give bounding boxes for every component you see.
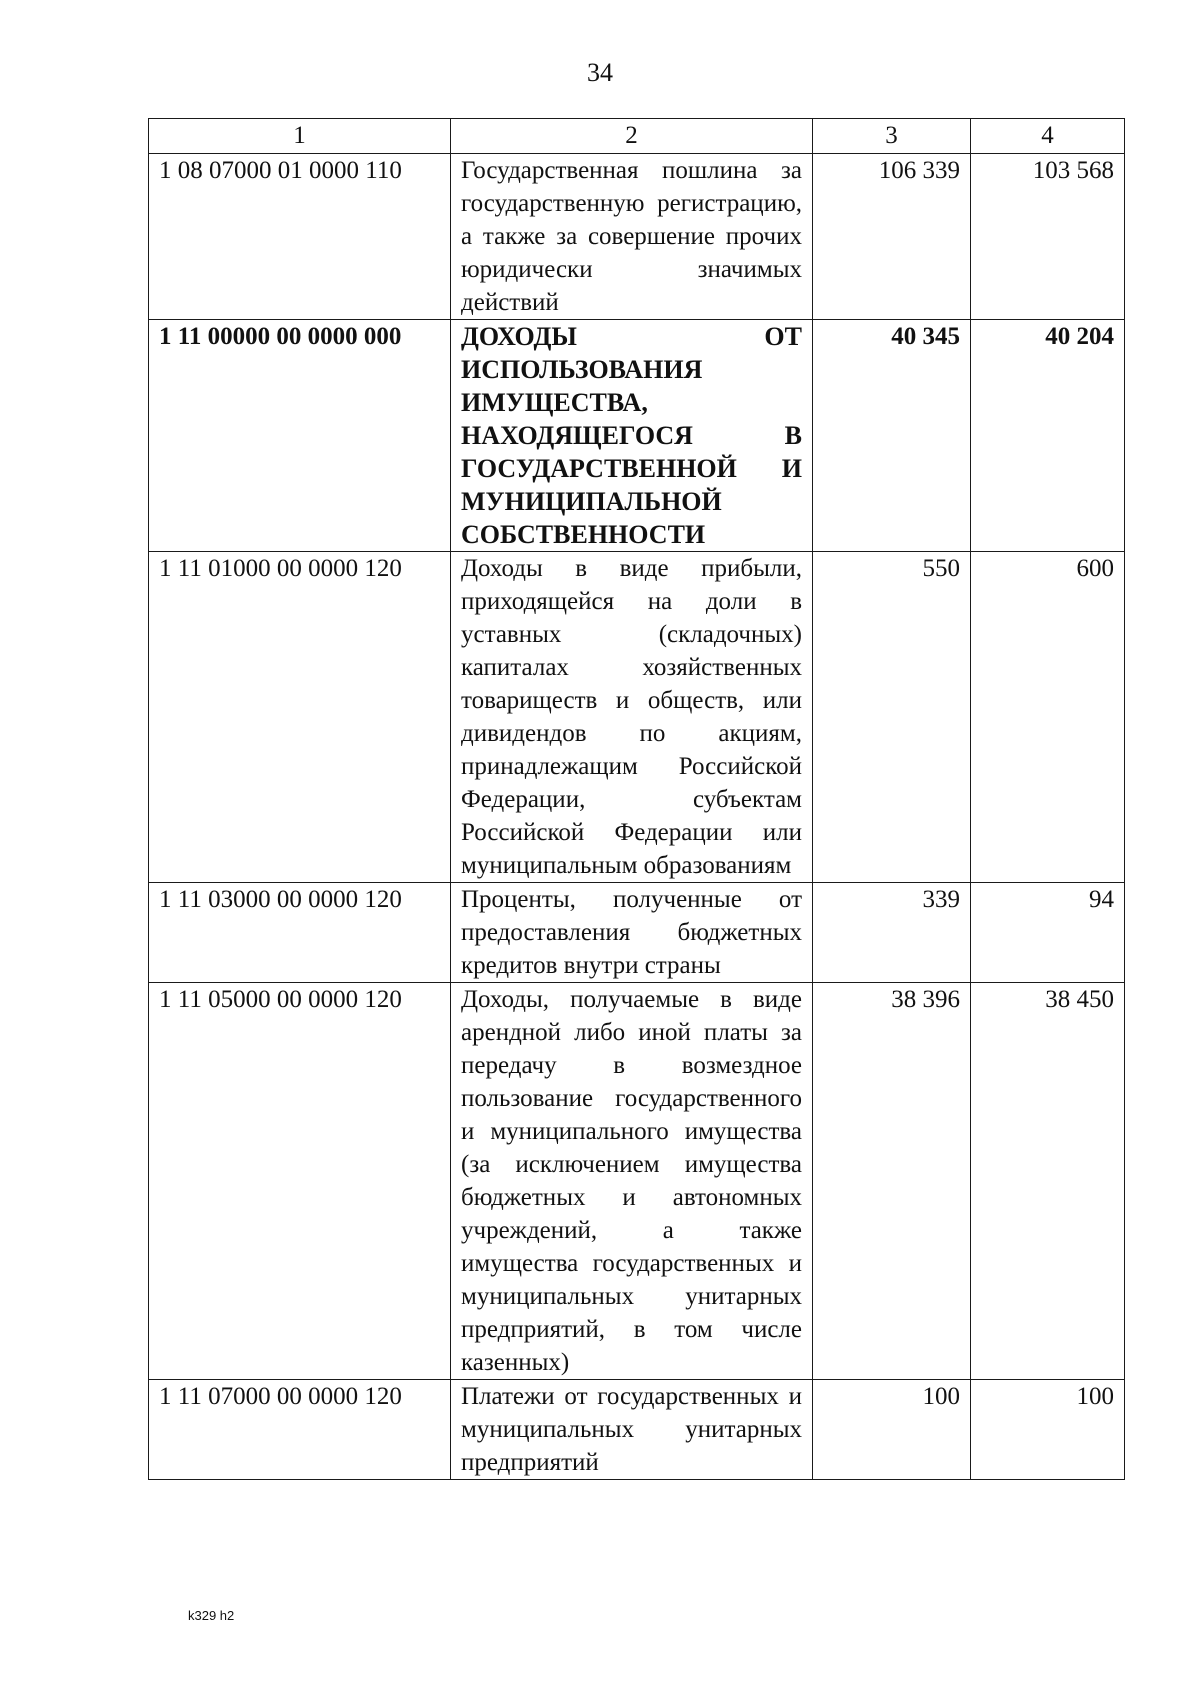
header-column-1: 1 bbox=[149, 119, 451, 154]
row-description: Доходы в виде прибыли, приходящейся на доли в уставных (складочных) капиталах хозяйственных товариществ и обществ, или дивидендов по акциям, принадлежащим Российской Федерации, субъектам Российской Федерации или муниципальным образованиям bbox=[451, 552, 813, 883]
footer-document-code: k329 h2 bbox=[188, 1608, 235, 1623]
row-description: ДОХОДЫ ОТ ИСПОЛЬЗОВАНИЯ ИМУЩЕСТВА, НАХОДЯЩЕГОСЯ В ГОСУДАРСТВЕННОЙ И МУНИЦИПАЛЬНОЙ СОБСТВЕННОСТИ bbox=[451, 320, 813, 552]
table-row bbox=[149, 154, 1125, 320]
page-number: 34 bbox=[587, 58, 613, 87]
row-value-3: 106 339 bbox=[813, 154, 971, 320]
row-value-3: 40 345 bbox=[813, 320, 971, 552]
header-column-3: 3 bbox=[813, 119, 971, 154]
table-row bbox=[149, 552, 1125, 883]
row-code: 1 11 01000 00 0000 120 bbox=[149, 552, 451, 883]
header-column-2: 2 bbox=[451, 119, 813, 154]
row-value-4: 94 bbox=[971, 883, 1125, 983]
table-header-row bbox=[149, 119, 1125, 154]
row-code: 1 11 05000 00 0000 120 bbox=[149, 983, 451, 1380]
row-description: Доходы, получаемые в виде арендной либо иной платы за передачу в возмездное пользование государственного и муниципального имущества (за исключением имущества бюджетных и автономных учреждений, а также имущества государственных и муниципальных унитарных предприятий, в том числе казенных) bbox=[451, 983, 813, 1380]
row-value-4: 40 204 bbox=[971, 320, 1125, 552]
row-value-4: 600 bbox=[971, 552, 1125, 883]
row-value-3: 100 bbox=[813, 1380, 971, 1480]
row-value-3: 339 bbox=[813, 883, 971, 983]
table-row bbox=[149, 983, 1125, 1380]
row-code: 1 11 07000 00 0000 120 bbox=[149, 1380, 451, 1480]
table-row bbox=[149, 1380, 1125, 1480]
row-value-4: 38 450 bbox=[971, 983, 1125, 1380]
row-value-3: 38 396 bbox=[813, 983, 971, 1380]
table-row bbox=[149, 320, 1125, 552]
table-row bbox=[149, 883, 1125, 983]
row-description: Государственная пошлина за государственную регистрацию, а также за совершение прочих юридически значимых действий bbox=[451, 154, 813, 320]
row-code: 1 11 03000 00 0000 120 bbox=[149, 883, 451, 983]
row-value-4: 100 bbox=[971, 1380, 1125, 1480]
revenue-table bbox=[148, 118, 1125, 1480]
row-description: Платежи от государственных и муниципальных унитарных предприятий bbox=[451, 1380, 813, 1480]
row-description: Проценты, полученные от предоставления бюджетных кредитов внутри страны bbox=[451, 883, 813, 983]
row-value-4: 103 568 bbox=[971, 154, 1125, 320]
row-code: 1 08 07000 01 0000 110 bbox=[149, 154, 451, 320]
header-column-4: 4 bbox=[971, 119, 1125, 154]
row-code: 1 11 00000 00 0000 000 bbox=[149, 320, 451, 552]
row-value-3: 550 bbox=[813, 552, 971, 883]
